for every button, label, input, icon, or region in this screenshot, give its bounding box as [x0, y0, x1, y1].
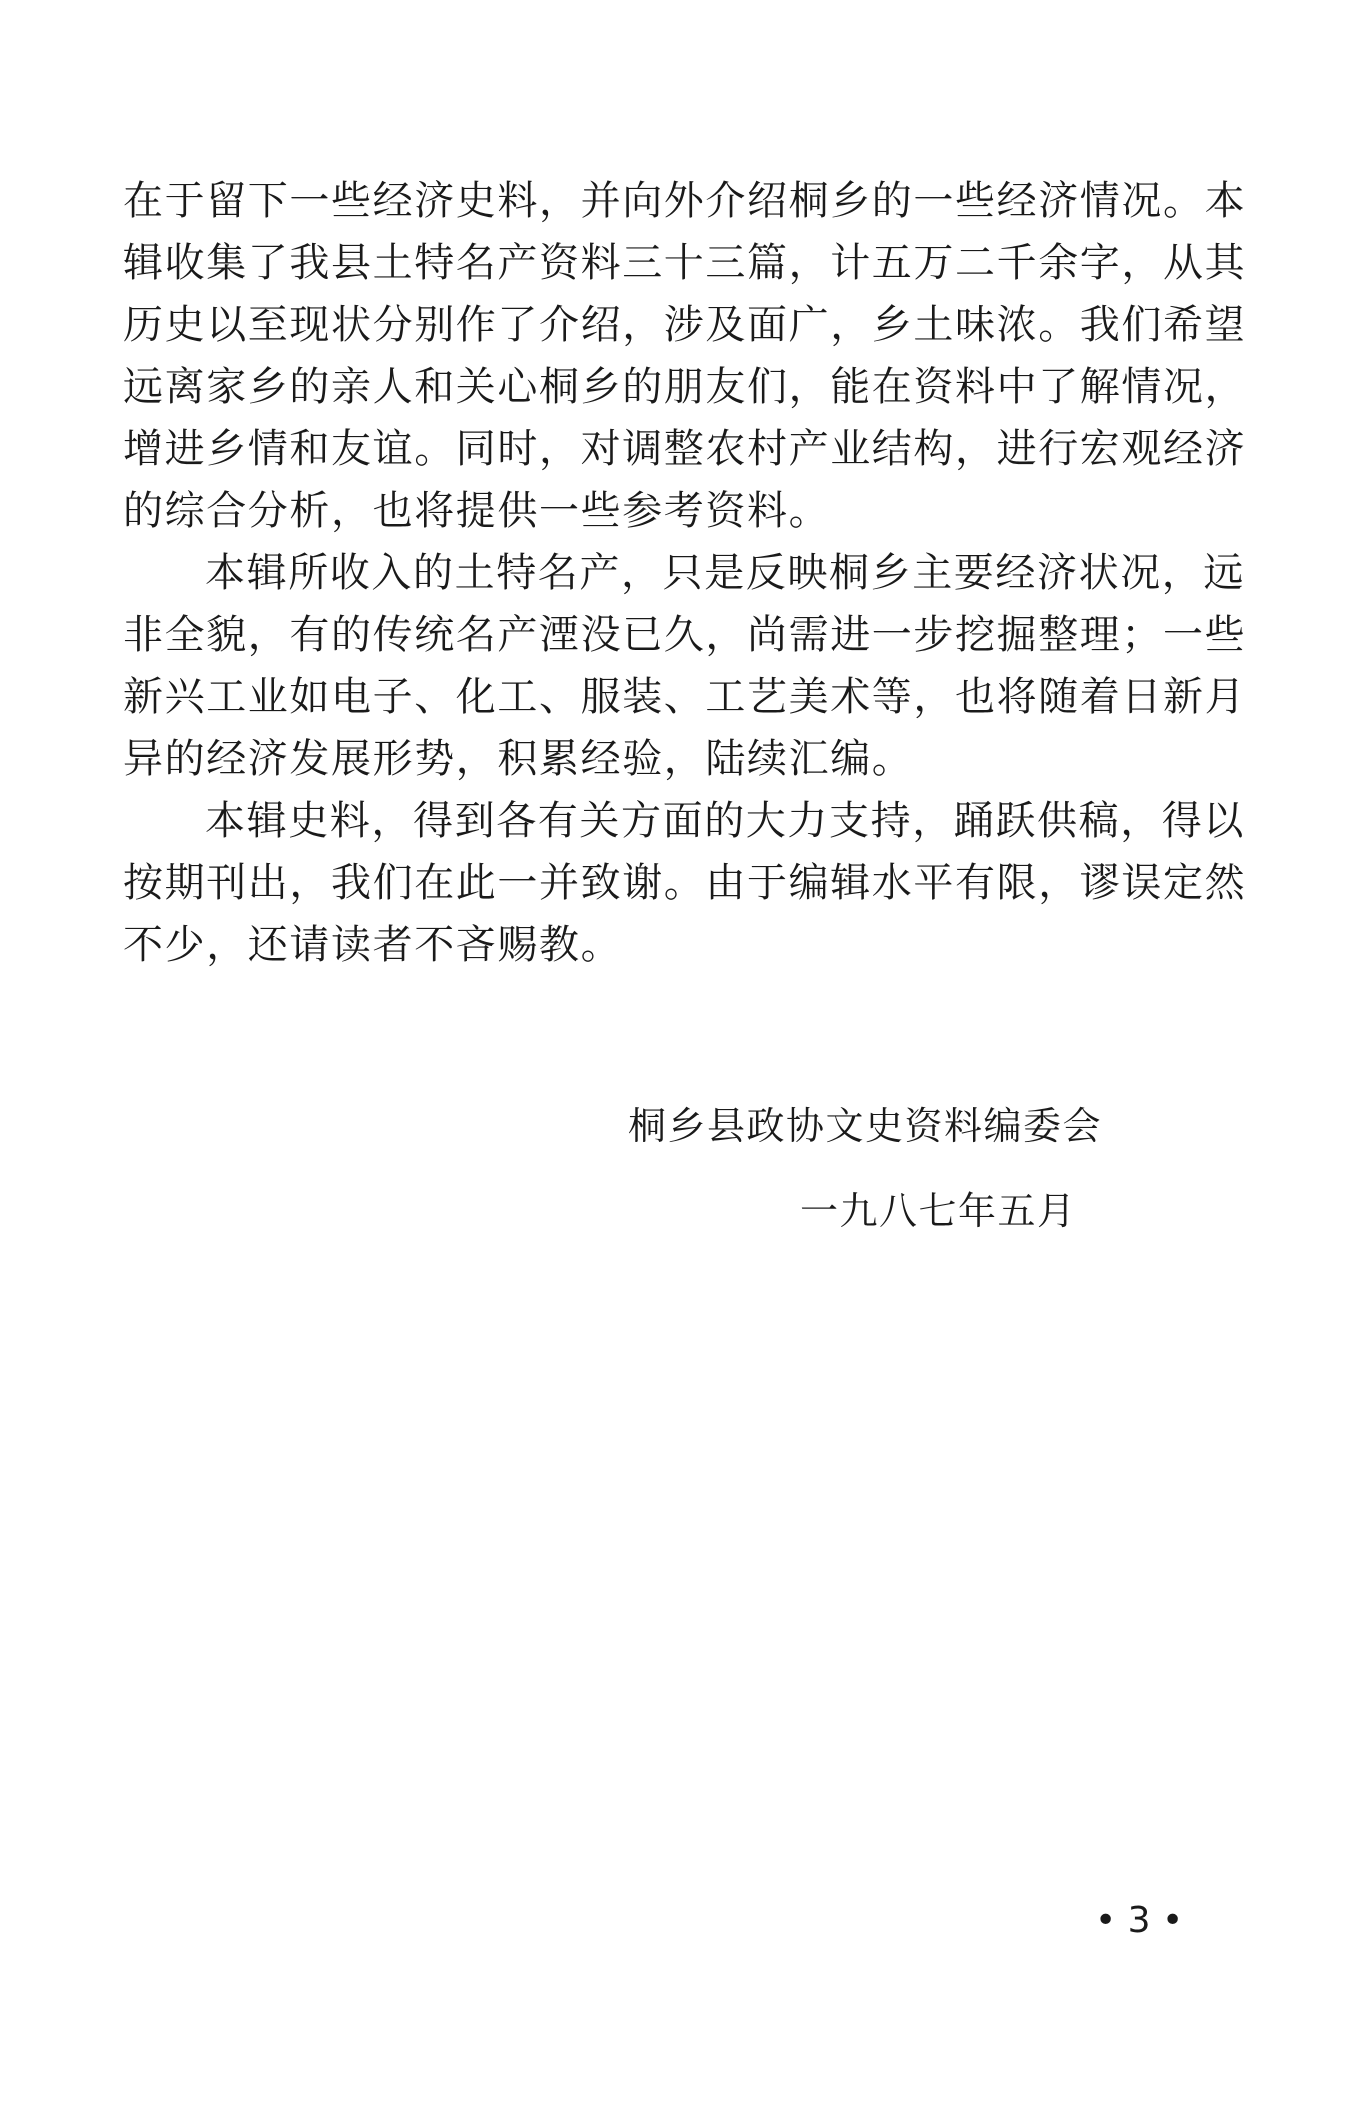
text-line: 新兴工业如电子、化工、服装、工艺美术等，也将随着日新月	[123, 674, 1247, 720]
text-line: 历史以至现状分别作了介绍，涉及面广，乡土味浓。我们希望	[123, 302, 1247, 348]
text-line: 的综合分析，也将提供一些参考资料。	[123, 488, 831, 534]
signature-date: 一九八七年五月	[800, 1189, 1077, 1233]
text-line: 远离家乡的亲人和关心桐乡的朋友们，能在资料中了解情况，	[123, 364, 1247, 410]
signature-organization: 桐乡县政协文史资料编委会	[628, 1104, 1103, 1148]
text-line: 不少，还请读者不吝赐教。	[123, 922, 623, 968]
text-line: 增进乡情和友谊。同时，对调整农村产业结构，进行宏观经济	[123, 426, 1247, 472]
paragraph-1	[123, 170, 1247, 542]
text-line: 在于留下一些经济史料，并向外介绍桐乡的一些经济情况。本	[123, 178, 1247, 224]
paragraph-2	[123, 542, 1247, 790]
text-line: 本辑史料，得到各有关方面的大力支持，踊跃供稿，得以	[205, 798, 1245, 844]
text-line: 辑收集了我县土特名产资料三十三篇，计五万二千余字，从其	[123, 240, 1247, 286]
paragraph-3	[123, 790, 1247, 976]
text-line: 按期刊出，我们在此一并致谢。由于编辑水平有限，谬误定然	[123, 860, 1247, 906]
page-number: • 3 •	[1095, 1900, 1184, 1941]
text-line: 非全貌，有的传统名产湮没已久，尚需进一步挖掘整理；一些	[123, 612, 1247, 658]
text-line: 本辑所收入的土特名产，只是反映桐乡主要经济状况，远	[205, 550, 1245, 596]
body-text	[123, 170, 1247, 976]
text-line: 异的经济发展形势，积累经验，陆续汇编。	[123, 736, 914, 782]
